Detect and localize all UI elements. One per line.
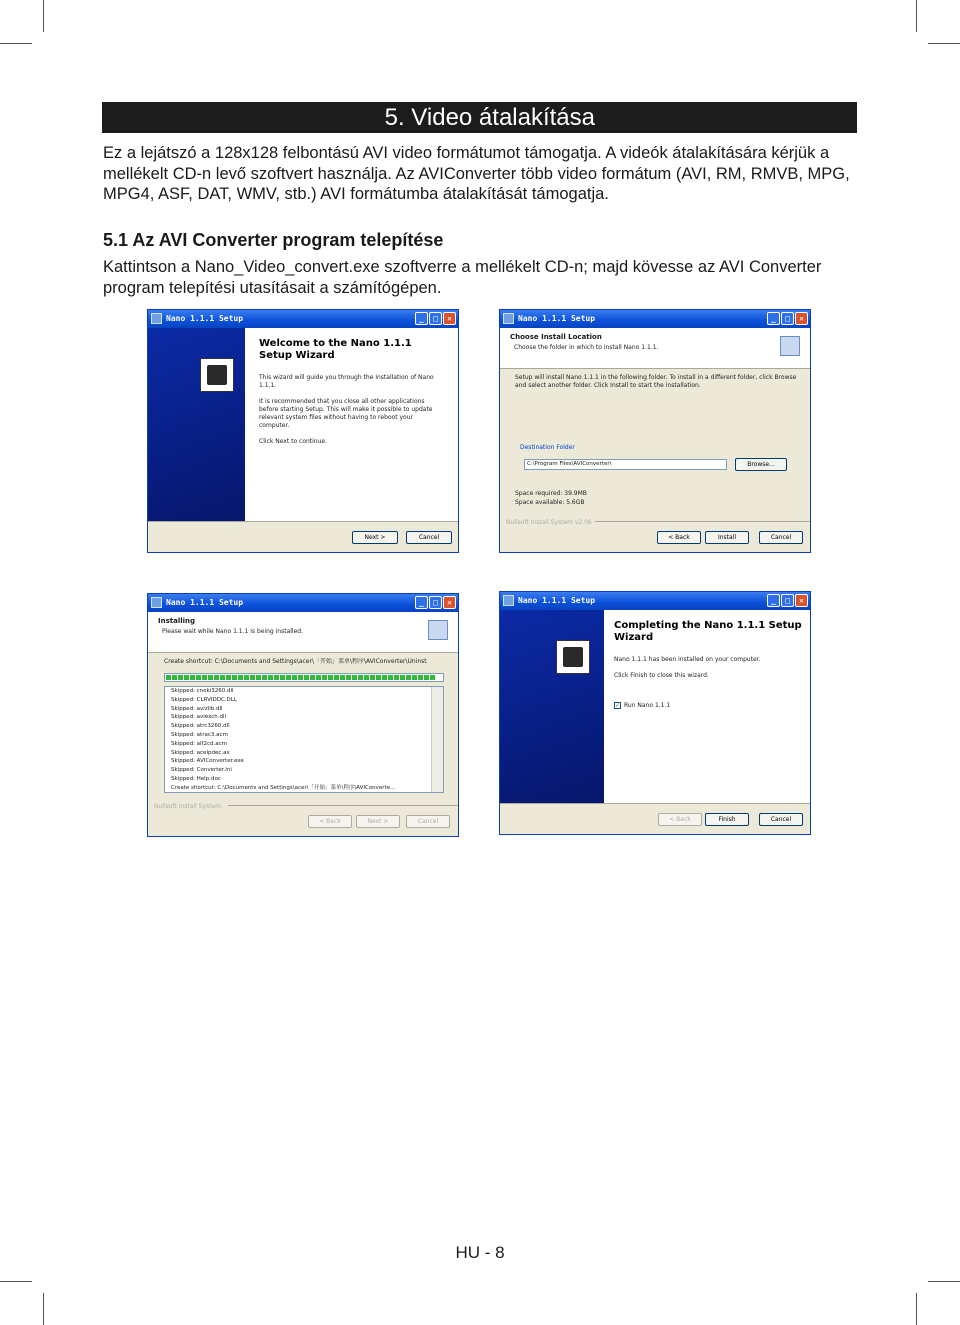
back-button[interactable]: < Back [308,815,352,828]
space-available: Space available: 5.6GB [515,499,585,506]
crop-mark [43,0,44,32]
wizard-heading: Completing the Nano 1.1.1 Setup Wizard [614,620,802,643]
log-line: Skipped: avizlib.dll [171,705,223,712]
install-location-dialog [499,309,811,553]
log-line: Skipped: atrac3.acm [171,731,228,738]
wizard-content [604,610,810,804]
window-title: Nano 1.1.1 Setup [166,314,244,323]
destination-path-input[interactable]: C:\Program Files\AVIConverter\ [524,459,727,470]
install-log-list[interactable] [164,686,444,793]
wizard-content [245,328,458,522]
browse-button[interactable]: Browse... [735,458,787,471]
separator [148,521,458,522]
complete-dialog [499,591,811,835]
instructions-paragraph: Kattintson a Nano_Video_convert.exe szoftverre a mellékelt CD-n; majd kövesse az AVI Converter program telepítési utasításait a számítógépen. [103,258,822,297]
header-title: Installing [158,617,196,625]
crop-mark [0,43,32,44]
install-status: Create shortcut: C:\Documents and Settings\acer\「开始」菜单\程序\AVIConverter\Uninst [164,658,427,665]
wizard-text-3: Click Next to continue. [259,438,328,445]
header-subtitle: Choose the folder in which to install Nano 1.1.1. [514,344,659,351]
log-line: Skipped: aviexch.dll [171,714,227,721]
crop-mark [928,1281,960,1282]
next-button[interactable]: Next > [352,531,398,544]
wizard-sidebar [500,610,604,804]
separator [228,805,458,806]
maximize-icon[interactable]: □ [781,594,794,607]
welcome-dialog [147,309,459,553]
setup-app-icon [151,313,162,324]
dialog-header [148,612,458,653]
installer-header-icon [428,620,448,640]
close-icon[interactable]: ✕ [795,312,808,325]
minimize-icon[interactable]: _ [415,596,428,609]
minimize-icon[interactable]: _ [415,312,428,325]
maximize-icon[interactable]: □ [781,312,794,325]
cancel-button[interactable]: Cancel [759,813,803,826]
maximize-icon[interactable]: □ [429,596,442,609]
run-checkbox-label[interactable]: Run Nano 1.1.1 [624,702,671,709]
crop-mark [916,1293,917,1325]
next-button[interactable]: Next > [356,815,400,828]
window-title: Nano 1.1.1 Setup [518,314,596,323]
log-line: Skipped: atrc3260.dll [171,723,230,730]
cancel-button[interactable]: Cancel [759,531,803,544]
install-progress-bar [164,673,444,682]
crop-mark [43,1293,44,1325]
intro-paragraph: Ez a lejátszó a 128x128 felbontású AVI video formátumot támogatja. A videók átalakítására kérjük a mellékelt CD-n levő szoftvert használja. Az AVIConverter több video formátum (AVI, RM, RMVB, MPG, MPG4, ASF, DAT, WMV, stb.) AVI formátumba átalakítását támogatja. [103,144,850,203]
wizard-text-2: Click Finish to close this wizard. [614,672,709,679]
wizard-text-2: It is recommended that you close all other applications before starting Setup. This will make it possible to update relevant system files without having to reboot your computer. [259,398,433,429]
cancel-button[interactable]: Cancel [406,531,452,544]
wizard-text-1: Nano 1.1.1 has been installed on your computer. [614,656,761,663]
wizard-text-1: This wizard will guide you through the installation of Nano 1.1.1. [259,374,434,389]
back-button[interactable]: < Back [658,813,702,826]
log-line: Create shortcut: C:\Documents and Settings\acer\「开始」菜单\程序\AVIConverte... [171,784,396,791]
installer-brand: Nullsoft Install System v2.06 [506,519,592,526]
section-title: 5. Video átalakítása [384,104,595,131]
log-line: Skipped: Converter.ini [171,767,232,774]
log-line: Skipped: AVIConverter.exe [171,758,244,765]
setup-app-icon [503,313,514,324]
subsection-title: 5.1 Az AVI Converter program telepítése [103,230,444,250]
close-icon[interactable]: ✕ [443,312,456,325]
title-bar[interactable] [148,594,458,612]
installer-logo-icon [200,358,234,392]
title-bar[interactable] [148,310,458,328]
location-description: Setup will install Nano 1.1.1 in the following folder. To install in a different folder, click Browse and select another folder. Click Install to start the installation. [515,374,797,389]
maximize-icon[interactable]: □ [429,312,442,325]
dialog-header [500,328,810,369]
section-header-bar [102,102,857,133]
wizard-heading: Welcome to the Nano 1.1.1 Setup Wizard [259,338,412,361]
setup-app-icon [503,595,514,606]
separator [500,803,810,804]
minimize-icon[interactable]: _ [767,594,780,607]
log-line: Skipped: Help.doc [171,775,221,782]
window-title: Nano 1.1.1 Setup [166,598,244,607]
close-icon[interactable]: ✕ [443,596,456,609]
wizard-sidebar [148,328,245,522]
title-bar[interactable] [500,592,810,610]
crop-mark [916,0,917,32]
close-icon[interactable]: ✕ [795,594,808,607]
progress-fill [166,675,436,680]
run-checkbox[interactable]: ✓ [615,702,621,709]
log-line: Skipped: cnoki3260.dll [171,688,234,694]
crop-mark [928,43,960,44]
installer-logo-icon [556,640,590,674]
cancel-button[interactable]: Cancel [406,815,450,828]
space-required: Space required: 39.9MB [515,490,587,497]
log-line: Skipped: CLRVIDDC.DLL [171,696,237,703]
minimize-icon[interactable]: _ [767,312,780,325]
installer-brand: Nullsoft Install System [154,803,222,810]
separator [595,521,810,522]
log-line: Skipped: alf2cd.acm [171,740,228,747]
header-title: Choose Install Location [510,333,602,341]
install-button[interactable]: Install [705,531,749,544]
back-button[interactable]: < Back [657,531,701,544]
log-line: Skipped: acelpdec.ax [171,749,230,756]
title-bar[interactable] [500,310,810,328]
installing-dialog [147,593,459,837]
header-subtitle: Please wait while Nano 1.1.1 is being installed. [162,628,304,635]
setup-app-icon [151,597,162,608]
log-scrollbar[interactable] [431,687,443,792]
destination-folder-label: Destination Folder [520,444,575,451]
window-title: Nano 1.1.1 Setup [518,596,596,605]
installer-header-icon [780,336,800,356]
page-number: HU - 8 [455,1243,505,1262]
crop-mark [0,1281,32,1282]
finish-button[interactable]: Finish [705,813,749,826]
